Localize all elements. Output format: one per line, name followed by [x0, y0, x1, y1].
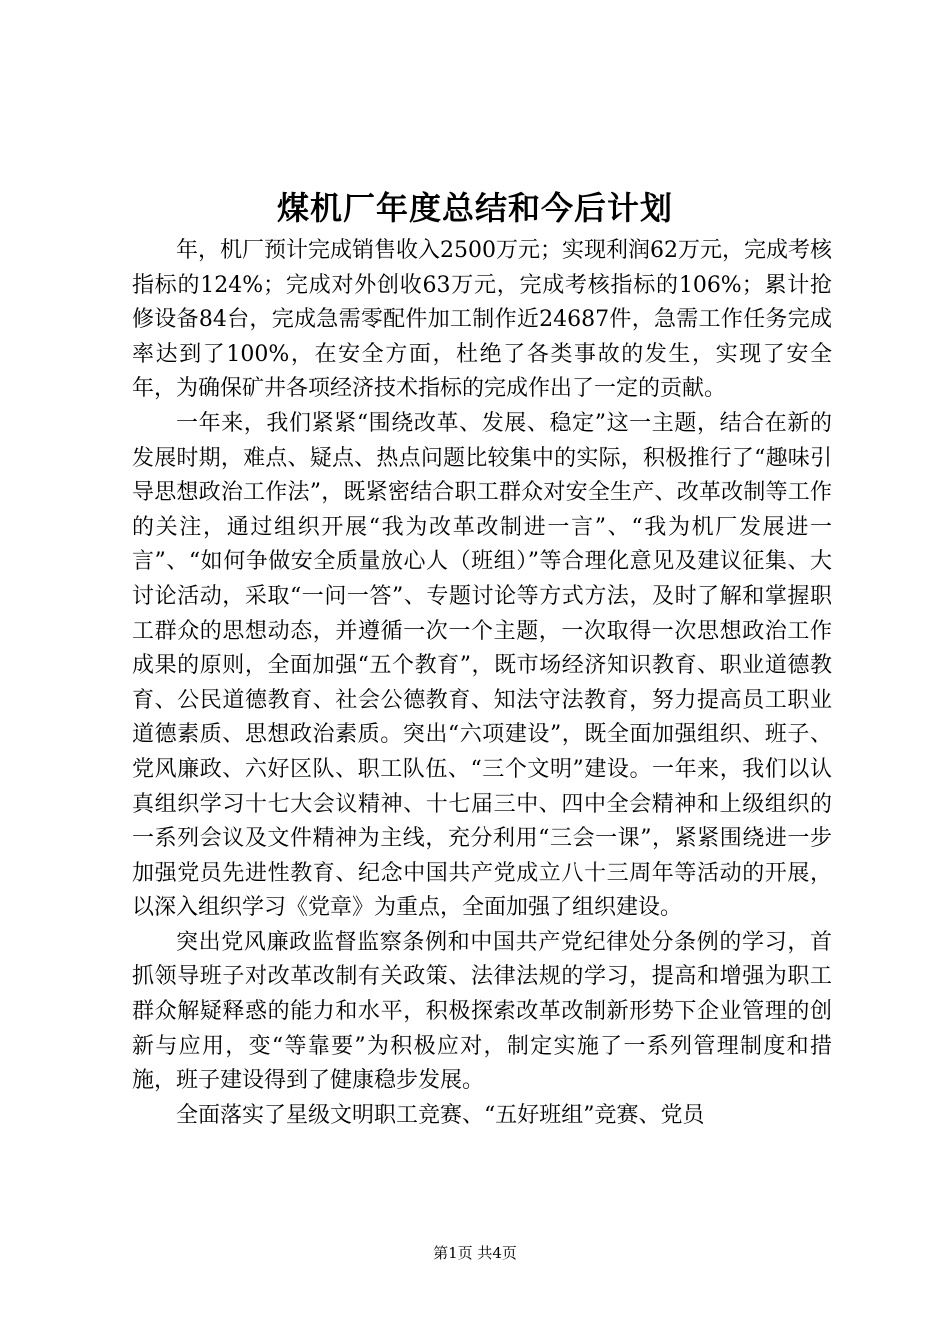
document-body: [132, 234, 832, 1133]
paragraph-3: 突出党风廉政监督监察条例和中国共产党纪律处分条例的学习，首抓领导班子对改革改制有关政策、法律法规的学习，提高和增强为职工群众解疑释惑的能力和水平，积极探索改革改制新形势下企业管理的创新与应用，变“等靠要”为积极应对，制定实施了一系列管理制度和措施，班子建设得到了健康稳步发展。: [132, 929, 832, 1094]
paragraph-1: 年，机厂预计完成销售收入2500万元；实现利润62万元，完成考核指标的124%；完成对外创收63万元，完成考核指标的106%；累计抢修设备84台，完成急需零配件加工制作近24687件，急需工作任务完成率达到了100%，在安全方面，杜绝了各类事故的发生，实现了安全年，为确保矿井各项经济技术指标的完成作出了一定的贡献。: [132, 238, 832, 402]
paragraph-4: 全面落实了星级文明职工竞赛、“五好班组”竞赛、党员: [176, 1102, 705, 1128]
page-number-footer: 第1页 共4页: [433, 1244, 517, 1262]
document-title: 煤机厂年度总结和今后计划: [276, 189, 673, 227]
paragraph-2: 一年来，我们紧紧“围绕改革、发展、稳定”这一主题，结合在新的发展时期，难点、疑点、热点问题比较集中的实际，积极推行了“趣味引导思想政治工作法”，既紧密结合职工群众对安全生产、改革改制等工作的关注，通过组织开展“我为改革改制进一言”、“我为机厂发展进一言”、“如何争做安全质量放心人（班组）”等合理化意见及建议征集、大讨论活动，采取“一问一答”、专题讨论等方式方法，及时了解和掌握职工群众的思想动态，并遵循一次一个主题，一次取得一次思想政治工作成果的原则，全面加强“五个教育”，既市场经济知识教育、职业道德教育、公民道德教育、社会公德教育、知法守法教育，努力提高员工职业道德素质、思想政治素质。突出“六项建设”，既全面加强组织、班子、党风廉政、六好区队、职工队伍、“三个文明”建设。一年来，我们以认真组织学习十七大会议精神、十七届三中、四中全会精神和上级组织的一系列会议及文件精神为主线，充分利用“三会一课”，紧紧围绕进一步加强党员先进性教育、纪念中国共产党成立八十三周年等活动的开展，以深入组织学习《党章》为重点，全面加强了组织建设。: [132, 410, 832, 921]
